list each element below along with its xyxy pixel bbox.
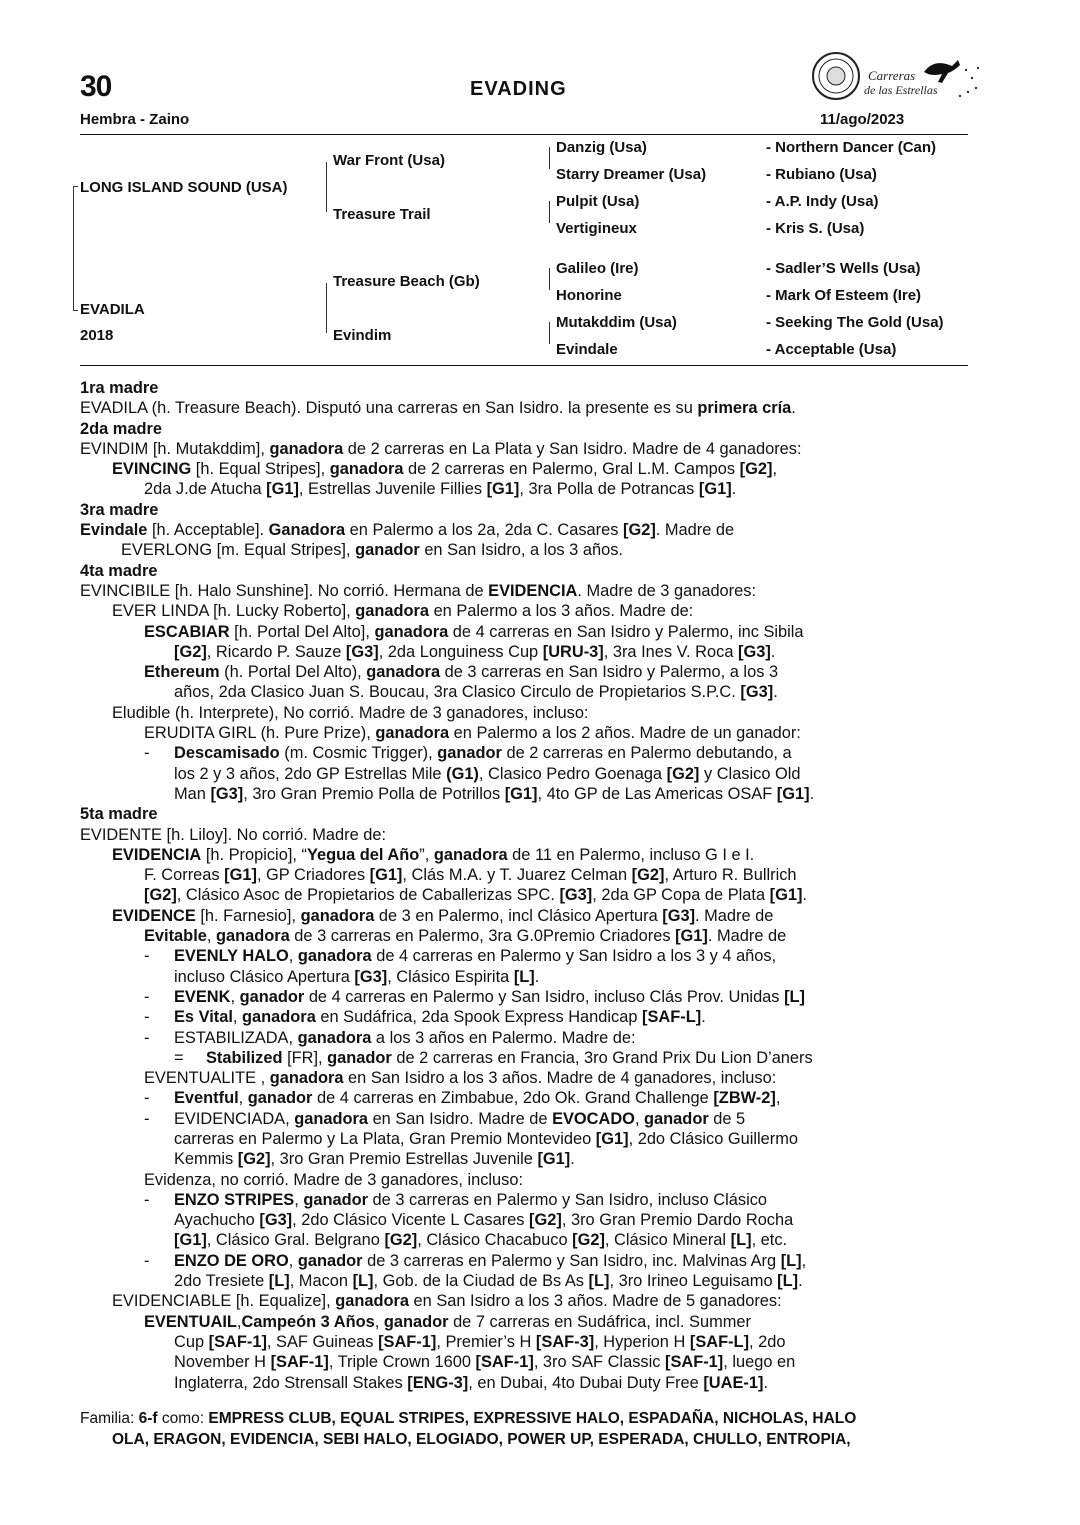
heading-1ra-madre: 1ra madre xyxy=(80,379,159,397)
sire-sire: War Front (Usa) xyxy=(333,152,445,169)
paragraph: F. Correas [G1], GP Criadores [G1], Clás M.A. y T. Juarez Celman [G2], Arturo R. Bullrich xyxy=(144,866,797,885)
paragraph: November H [SAF-1], Triple Crown 1600 [SAF-1], 3ro SAF Classic [SAF-1], luego en xyxy=(174,1353,796,1372)
g3-7: Mutakddim (Usa) xyxy=(556,314,677,331)
g4-3: - A.P. Indy (Usa) xyxy=(766,193,879,210)
paragraph: ESCABIAR [h. Portal Del Alto], ganadora de 4 carreras en San Isidro y Palermo, inc Sibila xyxy=(144,622,804,641)
heading-5ta-madre: 5ta madre xyxy=(80,805,158,824)
paragraph: EVIDENCIABLE [h. Equalize], ganadora en San Isidro a los 3 años. Madre de 5 ganadores: xyxy=(112,1292,782,1311)
familia: Familia: 6-f como: EMPRESS CLUB, EQUAL STRIPES, EXPRESSIVE HALO, ESPADAÑA, NICHOLAS, HALO OLA, ERAGON, EVIDENCIA, SEBI HALO, ELOGIADO, POWER UP, ESPERADA, CHULLO, ENTROPIA, xyxy=(80,1410,857,1448)
sale-date: 11/ago/2023 xyxy=(820,111,905,128)
paragraph: - ENZO STRIPES, ganador de 3 carreras en Palermo y San Isidro, incluso Clásico xyxy=(144,1190,768,1209)
dam-dam: Evindim xyxy=(333,327,392,344)
divider xyxy=(80,365,968,366)
sex-color: Hembra - Zaino xyxy=(80,111,190,128)
paragraph: [G1], Clásico Gral. Belgrano [G2], Clásico Chacabuco [G2], Clásico Mineral [L], etc. xyxy=(174,1231,788,1250)
paragraph: 2da J.de Atucha [G1], Estrellas Juvenile Fillies [G1], 3ra Polla de Potrancas [G1]. xyxy=(144,480,737,499)
paragraph: [G2], Ricardo P. Sauze [G3], 2da Longuiness Cup [URU-3], 3ra Ines V. Roca [G3]. xyxy=(174,642,776,661)
paragraph: EVIDENCE [h. Farnesio], ganadora de 3 en Palermo, incl Clásico Apertura [G3]. Madre de xyxy=(112,906,774,925)
paragraph: Evitable, ganadora de 3 carreras en Palermo, 3ra G.0Premio Criadores [G1]. Madre de xyxy=(144,927,787,946)
dam-year: 2018 xyxy=(80,327,114,344)
paragraph: - EVIDENCIADA, ganadora en San Isidro. Madre de EVOCADO, ganador de 5 xyxy=(144,1109,746,1128)
paragraph: EVADILA (h. Treasure Beach). Disputó una carreras en San Isidro. la presente es su primera cría. xyxy=(80,399,796,418)
paragraph: EVER LINDA [h. Lucky Roberto], ganadora en Palermo a los 3 años. Madre de: xyxy=(112,602,694,621)
dam-sire: Treasure Beach (Gb) xyxy=(333,273,480,290)
g4-7: - Seeking The Gold (Usa) xyxy=(766,314,944,331)
paragraph: EVINDIM [h. Mutakddim], ganadora de 2 carreras en La Plata y San Isidro. Madre de 4 ganadores: xyxy=(80,439,802,458)
paragraph: Evindale [h. Acceptable]. Ganadora en Palermo a los 2a, 2da C. Casares [G2]. Madre de xyxy=(80,521,735,540)
paragraph: EVIDENCIA [h. Propicio], “Yegua del Año”, ganadora de 11 en Palermo, incluso G I e I. xyxy=(112,845,755,864)
heading-4ta-madre: 4ta madre xyxy=(80,561,158,580)
carreras-logo-icon xyxy=(806,48,986,108)
paragraph: EVERLONG [m. Equal Stripes], ganador en San Isidro, a los 3 años. xyxy=(80,541,623,560)
sire-name: LONG ISLAND SOUND (USA) xyxy=(80,179,288,196)
g3-1: Danzig (Usa) xyxy=(556,139,647,156)
produce-record xyxy=(80,378,968,1393)
paragraph: EVINCING [h. Equal Stripes], ganadora de 2 carreras en Palermo, Gral L.M. Campos [G2], xyxy=(112,460,777,479)
g3-3: Pulpit (Usa) xyxy=(556,193,640,210)
g4-1: - Northern Dancer (Can) xyxy=(766,139,937,156)
g3-8: Evindale xyxy=(556,341,618,358)
paragraph: Man [G3], 3ro Gran Premio Polla de Potrillos [G1], 4to GP de Las Americas OSAF [G1]. xyxy=(174,784,815,803)
g3-5: Galileo (Ire) xyxy=(556,260,639,277)
paragraph: = Stabilized [FR], ganador de 2 carreras en Francia, 3ro Grand Prix Du Lion D’aners xyxy=(174,1048,813,1067)
paragraph: los 2 y 3 años, 2do GP Estrellas Mile (G1), Clasico Pedro Goenaga [G2] y Clasico Old xyxy=(174,764,801,783)
paragraph: - Eventful, ganador de 4 carreras en Zimbabue, 2do Ok. Grand Challenge [ZBW-2], xyxy=(144,1089,781,1108)
sire-dam: Treasure Trail xyxy=(333,206,431,223)
paragraph: ERUDITA GIRL (h. Pure Prize), ganadora en Palermo a los 2 años. Madre de un ganador: xyxy=(144,724,801,743)
g4-4: - Kris S. (Usa) xyxy=(766,220,865,237)
paragraph: - Descamisado (m. Cosmic Trigger), ganador de 2 carreras en Palermo debutando, a xyxy=(144,744,792,763)
paragraph: - EVENK, ganador de 4 carreras en Palermo y San Isidro, incluso Clás Prov. Unidas [L] xyxy=(144,987,805,1006)
paragraph: EVENTUAIL,Campeón 3 Años, ganador de 7 carreras en Sudáfrica, incl. Summer xyxy=(144,1312,751,1331)
paragraph: - ENZO DE ORO, ganador de 3 carreras en Palermo y San Isidro, inc. Malvinas Arg [L], xyxy=(144,1251,807,1270)
divider xyxy=(80,134,968,135)
g3-4: Vertigineux xyxy=(556,220,637,237)
paragraph: 2do Tresiete [L], Macon [L], Gob. de la Ciudad de Bs As [L], 3ro Irineo Leguisamo [L]. xyxy=(174,1272,803,1291)
paragraph: - EVENLY HALO, ganadora de 4 carreras en Palermo y San Isidro a los 3 y 4 años, xyxy=(144,947,777,966)
heading-2da-madre: 2da madre xyxy=(80,419,162,438)
g4-2: - Rubiano (Usa) xyxy=(766,166,877,183)
svg-text:de las Estrellas: de las Estrellas xyxy=(864,83,938,97)
g4-5: - Sadler’S Wells (Usa) xyxy=(766,260,921,277)
paragraph: Ayachucho [G3], 2do Clásico Vicente L Casares [G2], 3ro Gran Premio Dardo Rocha xyxy=(174,1211,794,1230)
g4-8: - Acceptable (Usa) xyxy=(766,341,897,358)
svg-text:Carreras: Carreras xyxy=(868,68,916,83)
paragraph: Ethereum (h. Portal Del Alto), ganadora de 3 carreras en San Isidro y Palermo, a los 3 xyxy=(144,663,779,682)
paragraph: - ESTABILIZADA, ganadora a los 3 años en Palermo. Madre de: xyxy=(144,1028,636,1047)
paragraph: carreras en Palermo y La Plata, Gran Premio Montevideo [G1], 2do Clásico Guillermo xyxy=(174,1129,799,1148)
paragraph: Evidenza, no corrió. Madre de 3 ganadores, incluso: xyxy=(144,1170,524,1189)
paragraph: EVENTUALITE , ganadora en San Isidro a los 3 años. Madre de 4 ganadores, incluso: xyxy=(144,1069,777,1088)
g4-6: - Mark Of Esteem (Ire) xyxy=(766,287,922,304)
horse-name: EVADING xyxy=(470,78,567,100)
g3-2: Starry Dreamer (Usa) xyxy=(556,166,707,183)
paragraph: años, 2da Clasico Juan S. Boucau, 3ra Clasico Circulo de Propietarios S.P.C. [G3]. xyxy=(174,683,778,702)
lot-number: 30 xyxy=(80,70,112,103)
g3-6: Honorine xyxy=(556,287,622,304)
paragraph: EVIDENTE [h. Liloy]. No corrió. Madre de: xyxy=(80,825,387,844)
paragraph: incluso Clásico Apertura [G3], Clásico Espirita [L]. xyxy=(174,967,540,986)
paragraph: Kemmis [G2], 3ro Gran Premio Estrellas Juvenile [G1]. xyxy=(174,1150,575,1169)
paragraph: - Es Vital, ganadora en Sudáfrica, 2da Spook Express Handicap [SAF-L]. xyxy=(144,1008,706,1027)
paragraph: [G2], Clásico Asoc de Propietarios de Caballerizas SPC. [G3], 2da GP Copa de Plata [G1]. xyxy=(144,886,807,905)
paragraph: Eludible (h. Interprete), No corrió. Madre de 3 ganadores, incluso: xyxy=(112,703,589,722)
dam-name: EVADILA xyxy=(80,301,145,318)
paragraph: Cup [SAF-1], SAF Guineas [SAF-1], Premier’s H [SAF-3], Hyperion H [SAF-L], 2do xyxy=(174,1332,786,1351)
paragraph: Inglaterra, 2do Strensall Stakes [ENG-3], en Dubai, 4to Dubai Duty Free [UAE-1]. xyxy=(174,1373,768,1392)
heading-3ra-madre: 3ra madre xyxy=(80,500,159,519)
paragraph: EVINCIBILE [h. Halo Sunshine]. No corrió. Hermana de EVIDENCIA. Madre de 3 ganadores: xyxy=(80,581,756,600)
